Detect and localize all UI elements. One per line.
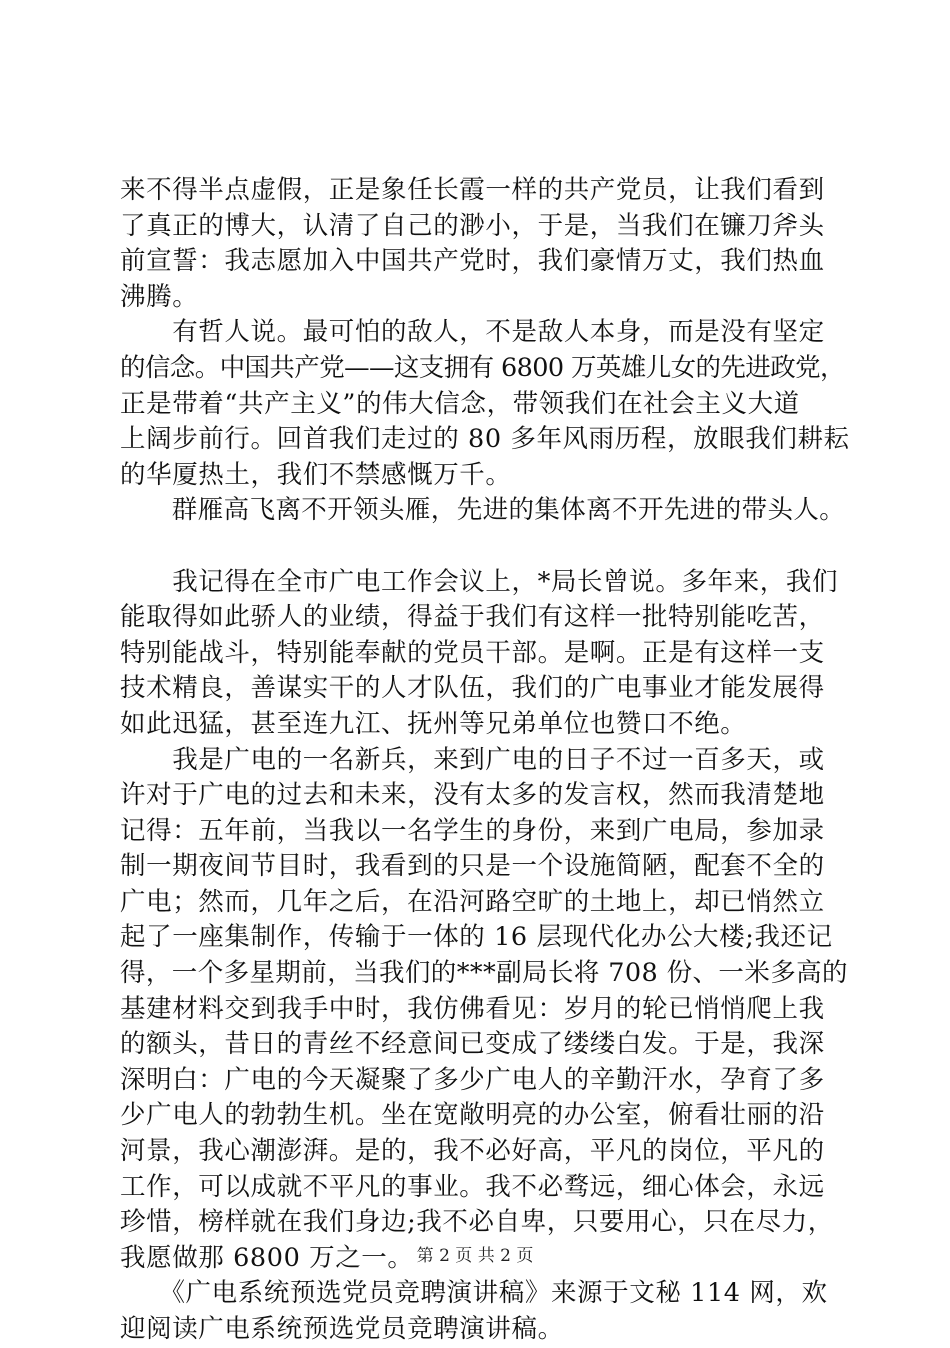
text-line: 沸腾。	[120, 281, 199, 312]
text-line: 记得：五年前，当我以一名学生的身份，来到广电局，参加录	[120, 815, 825, 846]
document-body	[120, 173, 850, 1348]
text-line: 我愿做那 6800 万之一。	[120, 1242, 414, 1273]
text-line: 《广电系统预选党员竞聘演讲稿》来源于文秘 114 网，欢	[120, 1278, 828, 1309]
text-line: 如此迅猛，甚至连九江、抚州等兄弟单位也赞口不绝。	[120, 708, 747, 739]
text-line: 我记得在全市广电工作会议上，*局长曾说。多年来，我们	[120, 566, 839, 597]
blank-line	[120, 529, 850, 565]
text-line: 得，一个多星期前，当我们的***副局长将 708 份、一米多高的	[120, 958, 848, 989]
text-line: 我是广电的一名新兵，来到广电的日子不过一百多天，或	[120, 744, 825, 775]
text-line: 珍惜，榜样就在我们身边;我不必自卑，只要用心，只在尽力，	[120, 1207, 834, 1238]
text-line: 制一期夜间节目时，我看到的只是一个设施简陋，配套不全的	[120, 851, 825, 882]
text-line: 了真正的博大，认清了自己的渺小，于是，当我们在镰刀斧头	[120, 210, 825, 241]
text-line: 技术精良，善谋实干的人才队伍，我们的广电事业才能发展得	[120, 673, 825, 704]
text-line: 迎阅读广电系统预选党员竞聘演讲稿。	[120, 1314, 564, 1344]
text-line: 广电；然而，几年之后，在沿河路空旷的土地上，却已悄然立	[120, 886, 825, 917]
text-line: 起了一座集制作，传输于一体的 16 层现代化办公大楼;我还记	[120, 922, 833, 953]
text-line: 工作，可以成就不平凡的事业。我不必骛远，细心体会，永远	[120, 1171, 825, 1202]
text-line: 特别能战斗，特别能奉献的党员干部。是啊。正是有这样一支	[120, 637, 825, 668]
text-line: 基建材料交到我手中时，我仿佛看见：岁月的轮已悄悄爬上我	[120, 993, 825, 1024]
text-line: 的额头，昔日的青丝不经意间已变成了缕缕白发。于是，我深	[120, 1029, 825, 1060]
text-line: 少广电人的勃勃生机。坐在宽敞明亮的办公室，俯看壮丽的沿	[120, 1100, 825, 1131]
text-line: 有哲人说。最可怕的敌人，不是敌人本身，而是没有坚定	[120, 317, 825, 348]
text-line: 能取得如此骄人的业绩，得益于我们有这样一批特别能吃苦，	[120, 602, 825, 633]
text-line: 的信念。中国共产党——这支拥有 6800 万英雄儿女的先进政党，	[120, 352, 845, 383]
text-line: 河景，我心潮澎湃。是的，我不必好高，平凡的岗位，平凡的	[120, 1136, 825, 1167]
text-line: 许对于广电的过去和未来，没有太多的发言权，然而我清楚地	[120, 780, 825, 811]
text-line: 正是带着“共产主义”的伟大信念，带领我们在社会主义大道	[120, 388, 800, 419]
text-line: 群雁高飞离不开领头雁，先进的集体离不开先进的带头人。	[120, 495, 846, 526]
text-line: 前宣誓：我志愿加入中国共产党时，我们豪情万丈，我们热血	[120, 246, 825, 277]
text-line: 来不得半点虚假，正是象任长霞一样的共产党员，让我们看到	[120, 175, 825, 205]
page-footer: 第 2 页 共 2 页	[416, 1246, 534, 1266]
text-line: 上阔步前行。回首我们走过的 80 多年风雨历程，放眼我们耕耘	[120, 424, 850, 455]
text-line: 深明白：广电的今天凝聚了多少广电人的辛勤汗水，孕育了多	[120, 1064, 825, 1095]
text-line: 的华厦热土，我们不禁感慨万千。	[120, 459, 512, 490]
